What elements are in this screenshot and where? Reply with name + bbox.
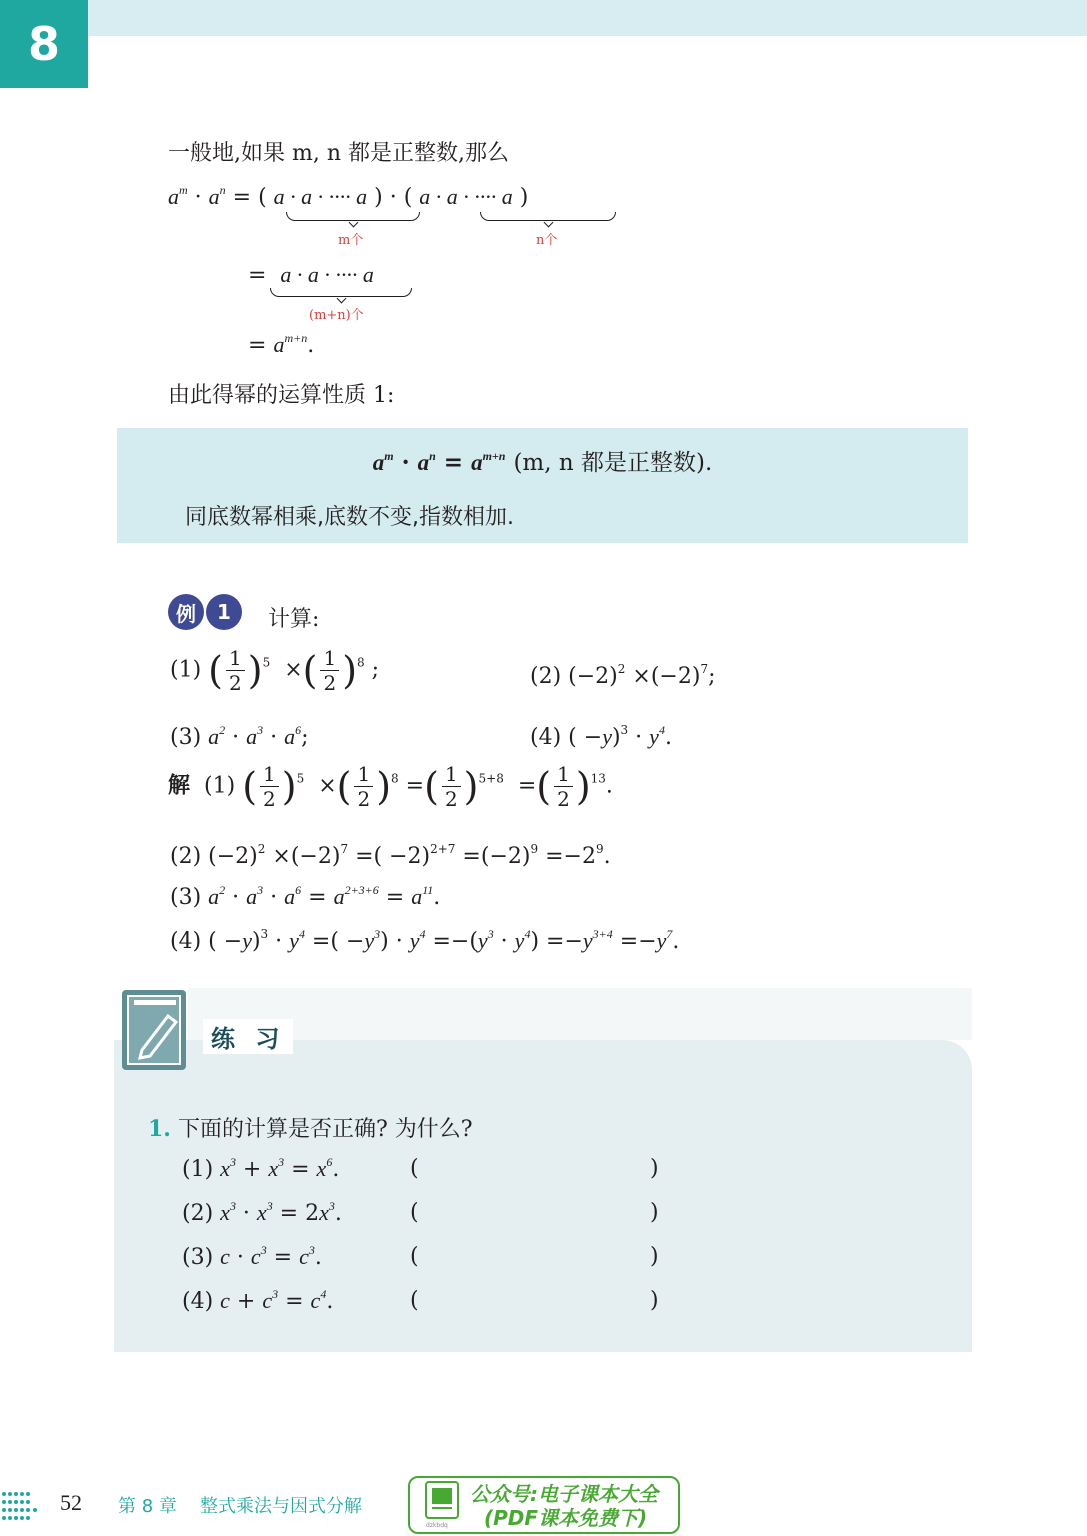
brace-n-label: n个: [536, 233, 558, 248]
answer-blank-4-close: ): [650, 1288, 659, 1313]
book-icon: [420, 1480, 464, 1528]
answer-blank-2[interactable]: (: [410, 1200, 419, 1225]
exercise-item-4: (4) $c + c^3 = c^4$.: [182, 1287, 334, 1314]
wechat-icon-text: dzkbdq: [426, 1522, 448, 1529]
exercise-item-1: (1) $x^3 + x^3 = x^6$.: [182, 1155, 340, 1182]
example-q3: (3) $a^2 \cdot a^3 \cdot a^6$;: [170, 723, 309, 750]
example-badge: [168, 594, 244, 630]
brace-m: [286, 212, 420, 221]
answer-blank-3-close: ): [650, 1244, 659, 1269]
solution-3: (3) $a^2 \cdot a^3 \cdot a^6 = a^{2+3+6} = a^{11}$.: [170, 883, 441, 910]
footer-chapter-title: 整式乘法与因式分解: [200, 1496, 362, 1517]
exercise-q1-number: 1.: [148, 1116, 171, 1142]
example-badge-number: 1: [206, 594, 242, 630]
solution-2: (2) $(-2)^2 \times(-2)^7$ =( $-2)^{2+7} =(-2)^9 =-2^9$.: [170, 842, 611, 869]
exercise-header-strip: [188, 988, 972, 1040]
derivation-line-3: = $a^{m+n}$.: [248, 331, 315, 358]
page-number: 52: [60, 1490, 82, 1515]
pencil-notebook-icon: [120, 988, 188, 1072]
solution-4: (4) ( $-y)^3 \cdot y^4$ =( $-y^3) \cdot y^4 =-(y^3 \cdot y^4) =-y^{3+4} =-y^7$.: [170, 927, 680, 954]
rule-statement: 同底数幂相乘,底数不变,指数相加.: [185, 505, 514, 530]
wechat-line-2: (PDF课本免费下): [484, 1506, 648, 1530]
rule-formula-condition: (m, n 都是正整数).: [513, 450, 713, 476]
example-badge-label: 例: [168, 594, 204, 630]
brace-mn-label: (m+n)个: [309, 308, 364, 323]
brace-m-label: m个: [338, 233, 364, 248]
page-dots-icon: [0, 1488, 60, 1528]
answer-blank-1-close: ): [650, 1156, 659, 1181]
example-prompt: 计算:: [268, 607, 320, 632]
solution-1: 解 (1) ( $\frac{1}{2}$ )$^5$ ×( $\frac{1}{2}$ )$^8$ =( $\frac{1}{2}$ )$^{5+8}$ =( $\frac{1}{2}$ )$^{13}$.: [168, 762, 613, 811]
brace-mn: [270, 288, 412, 297]
exercise-item-3: (3) $c \cdot c^3 = c^3$.: [182, 1243, 322, 1270]
wechat-line-1: 公众号:电子课本大全: [470, 1482, 658, 1506]
exercise-item-2: (2) $x^3 \cdot x^3 = 2x^3$.: [182, 1199, 342, 1226]
answer-blank-2-close: ): [650, 1200, 659, 1225]
property-intro: 由此得幂的运算性质 1:: [168, 383, 395, 408]
derivation-line-2: = a · a · ···· a: [248, 262, 374, 288]
derivation-line-1: $a^m \cdot a^n$ = ( a · a · ···· a ) · ( a · a · ···· a ): [168, 183, 529, 210]
top-band: [0, 0, 1087, 36]
intro-line: 一般地,如果 m, n 都是正整数,那么: [168, 141, 509, 166]
rule-formula: $a^m \cdot a^n = a^{m+n}$ (m, n 都是正整数).: [372, 449, 713, 476]
brace-n: [480, 212, 616, 221]
footer-chapter-label: 第 8 章: [118, 1496, 177, 1517]
example-q1: (1) ( $\frac{1}{2}$ )$^5$ ×( $\frac{1}{2}$ )$^8$ ;: [170, 646, 380, 695]
answer-blank-1[interactable]: (: [410, 1156, 419, 1181]
exercise-q1: 1. 下面的计算是否正确? 为什么?: [148, 1116, 473, 1142]
answer-blank-3[interactable]: (: [410, 1244, 419, 1269]
solve-label: 解: [168, 773, 191, 799]
exercise-title: 练 习: [203, 1019, 293, 1054]
answer-blank-4[interactable]: (: [410, 1288, 419, 1313]
example-q4: (4) ( $-y)^3 \cdot y^4$.: [530, 723, 672, 750]
chapter-number-tab: 8: [0, 0, 88, 88]
example-q2: (2) $(-2)^2 \times(-2)^7$;: [530, 662, 716, 689]
